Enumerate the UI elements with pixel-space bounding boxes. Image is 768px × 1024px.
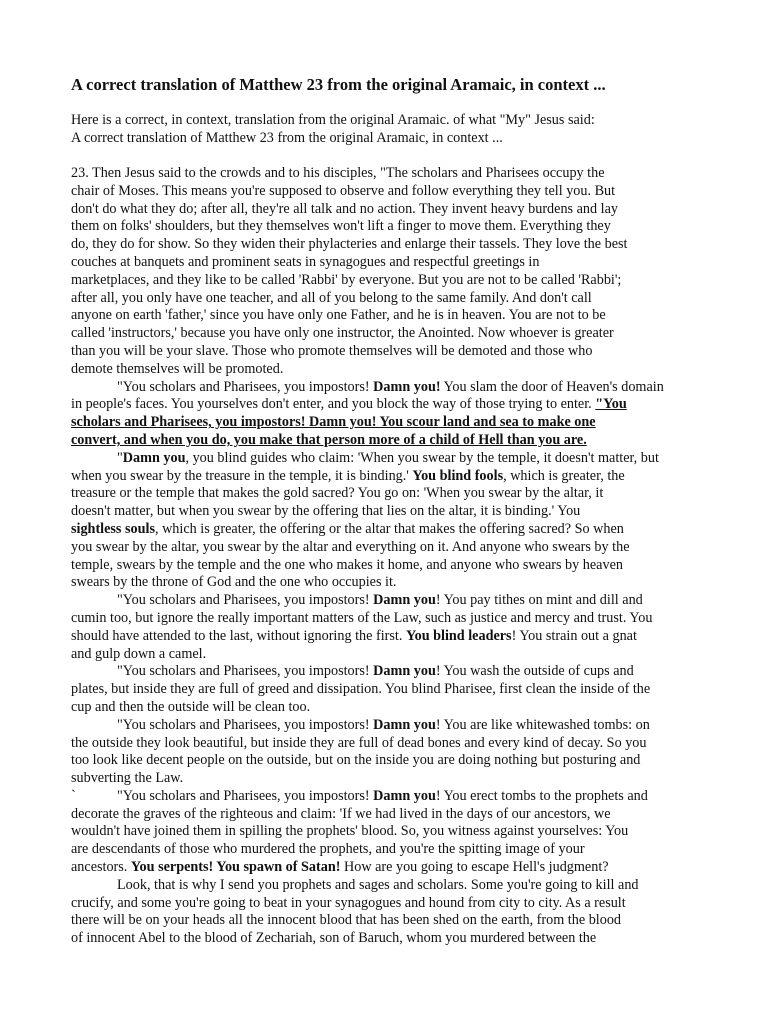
text-line: [71, 325, 664, 343]
text-run: when you swear by the treasure in the temple, it is binding.': [71, 467, 413, 484]
text-run: you swear by the altar, you swear by the altar and everything on it. And anyone who swears by the: [71, 538, 630, 555]
text-line: [71, 841, 664, 859]
text-line: [71, 468, 664, 486]
body-text: [71, 165, 664, 948]
text-line: [71, 752, 664, 770]
text-line: [71, 912, 664, 930]
text-run: temple, swears by the temple and the one who makes it home, and anyone who swears by heaven: [71, 556, 623, 573]
text-run: after all, you only have one teacher, and all of you belong to the same family. And don't call: [71, 289, 592, 306]
intro-line: A correct translation of Matthew 23 from the original Aramaic, in context ...: [71, 129, 503, 146]
text-run: 23. Then Jesus said to the crowds and to his disciples, "The scholars and Pharisees occupy the: [71, 165, 605, 181]
text-run: ! You are like whitewashed tombs: on: [435, 716, 650, 733]
text-run: than you will be your slave. Those who promote themselves will be demoted and those who: [71, 342, 593, 359]
emphasis-bold: sightless souls: [71, 520, 155, 537]
text-run: , which is greater, the: [503, 467, 625, 484]
text-run: too look like decent people on the outside, but on the inside you are doing nothing but posturing and: [71, 752, 641, 769]
emphasis-underlined: convert, and when you do, you make that person more of a child of Hell than you are.: [71, 431, 587, 448]
text-run: "You scholars and Pharisees, you impostors!: [117, 716, 374, 733]
text-run: doesn't matter, but when you swear by the offering that lies on the altar, it is binding.' You: [71, 503, 581, 520]
text-line: [71, 290, 664, 308]
text-line: [71, 361, 664, 379]
text-line: [71, 343, 664, 361]
text-run: called 'instructors,' because you have only one instructor, the Anointed. Now whoever is greater: [71, 325, 614, 342]
text-run: "You scholars and Pharisees, you impostors!: [117, 663, 374, 680]
text-run: do, they do for show. So they widen their phylacteries and enlarge their tassels. They love the best: [71, 236, 628, 253]
text-line: [71, 236, 664, 254]
text-line: [71, 201, 664, 219]
text-line: [71, 735, 664, 753]
text-line: [71, 450, 664, 468]
text-line: [71, 823, 664, 841]
text-run: ! You wash the outside of cups and: [435, 663, 634, 680]
text-run: ! You erect tombs to the prophets and: [435, 787, 648, 804]
emphasis-bold: Damn you: [373, 663, 436, 680]
text-line: [71, 895, 664, 913]
text-line: [71, 414, 664, 432]
text-line: [71, 574, 664, 592]
text-line: [71, 930, 664, 948]
text-run: "You scholars and Pharisees, you impostors!: [117, 592, 374, 609]
text-line: [71, 610, 664, 628]
text-run: You slam the door of Heaven's domain: [440, 378, 664, 395]
text-run: subverting the Law.: [71, 770, 184, 787]
text-line: [71, 165, 664, 183]
text-run: treasure or the temple that makes the gold sacred? You go on: 'When you swear by the altar, it: [71, 485, 604, 502]
text-line: [71, 432, 664, 450]
text-line: [71, 379, 664, 397]
text-line: [71, 503, 664, 521]
text-line: [71, 539, 664, 557]
text-run: "You scholars and Pharisees, you impostors!: [117, 378, 374, 395]
text-run: ! You strain out a gnat: [511, 627, 637, 644]
text-line: [71, 717, 664, 735]
text-line: [71, 646, 664, 664]
text-run: ": [117, 449, 123, 466]
intro-line: Here is a correct, in context, translation from the original Aramaic. of what "My" Jesus said:: [71, 112, 595, 128]
text-line: [71, 557, 664, 575]
emphasis-bold: You serpents! You spawn of Satan!: [130, 859, 341, 876]
text-run: are descendants of those who murdered the prophets, and you're the spitting image of your: [71, 841, 585, 858]
text-line: [71, 521, 664, 539]
text-line: [71, 663, 664, 681]
text-run: demote themselves will be promoted.: [71, 360, 284, 377]
text-run: the outside they look beautiful, but inside they are full of dead bones and every kind of decay. So you: [71, 734, 647, 751]
text-run: of innocent Abel to the blood of Zechariah, son of Baruch, whom you murdered between the: [71, 930, 597, 947]
emphasis-bold: Damn you: [373, 716, 436, 733]
emphasis-bold: Damn you: [373, 787, 436, 804]
text-line: [71, 877, 664, 895]
text-line: [71, 681, 664, 699]
emphasis-bold: You blind fools: [412, 467, 504, 484]
text-line: [71, 254, 664, 272]
text-run: crucify, and some you're going to beat in your synagogues and hound from city to city. As a result: [71, 894, 626, 911]
text-run: plates, but inside they are full of greed and dissipation. You blind Pharisee, first clean the inside of the: [71, 681, 651, 698]
text-run: ancestors.: [71, 859, 131, 876]
text-line: [71, 770, 664, 788]
text-run: wouldn't have joined them in spilling the prophets' blood. So, you witness against yourselves: You: [71, 823, 629, 840]
text-run: ! You pay tithes on mint and dill and: [435, 592, 643, 609]
text-run: cumin too, but ignore the really important matters of the Law, such as justice and mercy and trust. You: [71, 609, 653, 626]
text-run: swears by the throne of God and the one who occupies it.: [71, 574, 397, 591]
intro-block: [71, 112, 595, 148]
text-line: [71, 396, 664, 414]
text-line: [71, 806, 664, 824]
text-line: [71, 628, 664, 646]
text-line: [71, 307, 664, 325]
emphasis-bold: You blind leaders: [405, 627, 512, 644]
text-run: Look, that is why I send you prophets and sages and scholars. Some you're going to kill and: [117, 876, 639, 893]
document-title: A correct translation of Matthew 23 from the original Aramaic, in context ...: [71, 75, 606, 94]
text-run: don't do what they do; after all, they're all talk and no action. They invent heavy burdens and lay: [71, 200, 618, 217]
emphasis-underlined: scholars and Pharisees, you impostors! Damn you! You scour land and sea to make one: [71, 414, 596, 431]
text-line: [71, 272, 664, 290]
text-run: chair of Moses. This means you're supposed to observe and follow everything they tell you. But: [71, 182, 616, 199]
text-run: How are you going to escape Hell's judgment?: [340, 859, 609, 876]
text-run: couches at banquets and prominent seats in synagogues and respectful greetings in: [71, 253, 540, 270]
text-run: should have attended to the last, without ignoring the first.: [71, 627, 406, 644]
text-line: [71, 485, 664, 503]
text-line: [71, 699, 664, 717]
text-line: [71, 592, 664, 610]
emphasis-bold: Damn you: [373, 592, 436, 609]
text-run: decorate the graves of the righteous and claim: 'If we had lived in the days of our ancestors, we: [71, 805, 611, 822]
text-run: anyone on earth 'father,' since you have only one Father, and he is in heaven. You are not to be: [71, 307, 606, 324]
text-run: , which is greater, the offering or the altar that makes the offering sacred? So when: [154, 520, 624, 537]
text-run: marketplaces, and they like to be called 'Rabbi' by everyone. But you are not to be called 'Rabbi';: [71, 271, 622, 288]
emphasis-bold: Damn you!: [373, 378, 441, 395]
stray-mark: `: [71, 787, 76, 804]
text-line: [71, 788, 664, 806]
text-run: "You scholars and Pharisees, you impostors!: [117, 787, 374, 804]
emphasis-underlined: "You: [595, 396, 627, 413]
text-run: in people's faces. You yourselves don't enter, and you block the way of those trying to enter.: [71, 396, 596, 413]
text-run: there will be on your heads all the innocent blood that has been shed on the earth, from the blood: [71, 912, 622, 929]
text-line: [71, 218, 664, 236]
text-run: and gulp down a camel.: [71, 645, 207, 662]
text-run: them on folks' shoulders, but they themselves won't lift a finger to move them. Everything they: [71, 218, 611, 235]
text-run: cup and then the outside will be clean too.: [71, 698, 311, 715]
text-line: [71, 183, 664, 201]
text-line: [71, 859, 664, 877]
text-run: , you blind guides who claim: 'When you swear by the temple, it doesn't matter, but: [185, 449, 659, 466]
emphasis-bold: Damn you: [122, 449, 186, 466]
